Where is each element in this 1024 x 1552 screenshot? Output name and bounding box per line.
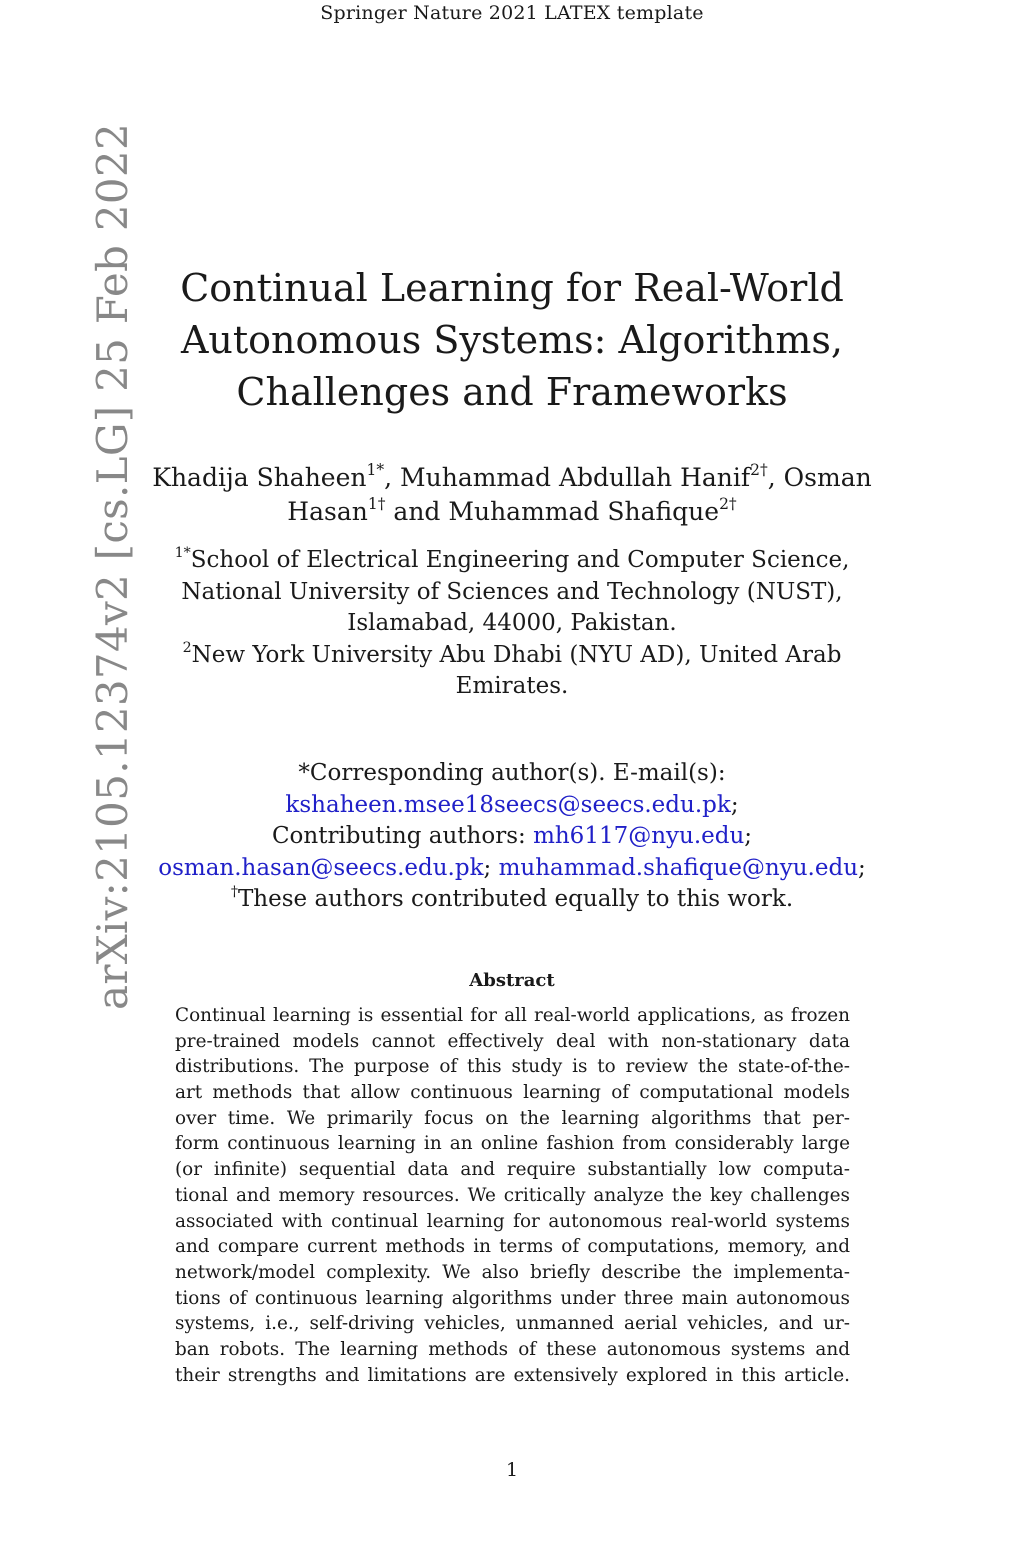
- abstract-line: associated with continual learning for autonomous real-world systems: [175, 1210, 850, 1232]
- affiliation-text: New York University Abu Dhabi (NYU AD), United Arab: [191, 641, 842, 668]
- affiliation-marker: 2: [182, 639, 192, 656]
- abstract-body: [175, 1003, 850, 1388]
- author-name: Hasan: [287, 497, 368, 526]
- abstract-line: art methods that allow continuous learning of computational models: [175, 1082, 850, 1104]
- author-affiliation-marker: 1*: [366, 461, 385, 480]
- abstract-line: Continual learning is essential for all real-world applications, as frozen: [175, 1005, 850, 1026]
- abstract-line: tional and memory resources. We critically analyze the key challenges: [175, 1184, 850, 1206]
- contributing-label: Contributing authors:: [271, 823, 534, 849]
- contact-line: [150, 853, 874, 885]
- corresponding-label: *Corresponding author(s). E-mail(s):: [298, 760, 726, 786]
- abstract-line: ban robots. The learning methods of these autonomous systems and: [175, 1338, 850, 1360]
- author-line: [130, 461, 894, 495]
- arxiv-identifier-stamp: arXiv:2105.12374v2 [cs.LG] 25 Feb 2022: [88, 123, 137, 1010]
- email-link[interactable]: muhammad.shafique@nyu.edu: [498, 854, 859, 881]
- author-affiliation-marker: 1†: [367, 495, 386, 514]
- author-line: [130, 495, 894, 529]
- contact-line: [150, 790, 874, 822]
- abstract-line: and compare current methods in terms of computations, memory, and: [175, 1236, 850, 1258]
- paper-title: [150, 262, 874, 418]
- title-line: Challenges and Frameworks: [236, 370, 788, 414]
- page-number: 1: [505, 1459, 519, 1481]
- author-affiliation-marker: 2†: [719, 495, 737, 514]
- dagger-marker: †: [230, 883, 238, 900]
- equal-contribution-note: [150, 884, 874, 916]
- separator: ;: [483, 854, 499, 881]
- separator: ;: [858, 854, 866, 881]
- separator: ;: [730, 791, 739, 818]
- author-name: , Osman: [767, 463, 872, 492]
- affiliation-line: [150, 545, 874, 577]
- separator: ;: [744, 823, 753, 849]
- affiliation-marker: 1*: [174, 544, 191, 561]
- abstract-line: distributions. The purpose of this study is to review the state-of-the-: [175, 1056, 850, 1078]
- abstract-line: over time. We primarily focus on the learning algorithms that per-: [175, 1107, 850, 1129]
- abstract-line: tions of continuous learning algorithms under three main autonomous: [175, 1287, 850, 1309]
- title-line: Autonomous Systems: Algorithms,: [180, 318, 844, 362]
- running-header: Springer Nature 2021 LATEX template: [320, 2, 704, 24]
- equal-contribution-text: These authors contributed equally to this work.: [237, 886, 794, 912]
- author-name: Khadija Shaheen: [152, 463, 367, 492]
- abstract-heading: Abstract: [469, 970, 555, 991]
- abstract-line: pre-trained models cannot effectively deal with non-stationary data: [175, 1030, 850, 1052]
- author-name: , Muhammad Abdullah Hanif: [384, 463, 751, 492]
- corresponding-email-link[interactable]: kshaheen.msee18seecs@seecs.edu.pk: [285, 791, 731, 818]
- affiliation-text: School of Electrical Engineering and Computer Science,: [190, 547, 850, 573]
- abstract-line: network/model complexity. We also briefly describe the implementa-: [175, 1261, 850, 1283]
- affiliation-line: [150, 640, 874, 672]
- affiliations: [150, 545, 874, 703]
- affiliation-line: Islamabad, 44000, Pakistan.: [347, 610, 677, 637]
- author-list: [130, 461, 894, 529]
- abstract-line: systems, i.e., self-driving vehicles, unmanned aerial vehicles, and ur-: [175, 1313, 850, 1335]
- contact-information: [150, 758, 874, 916]
- affiliation-line: National University of Sciences and Technology (NUST),: [181, 578, 843, 605]
- affiliation-line: Emirates.: [455, 673, 569, 700]
- contact-line: [150, 821, 874, 853]
- author-name: and Muhammad Shafique: [385, 497, 720, 526]
- email-link[interactable]: osman.hasan@seecs.edu.pk: [158, 854, 484, 881]
- author-affiliation-marker: 2†: [750, 461, 768, 480]
- abstract-line: their strengths and limitations are extensively explored in this article.: [175, 1364, 850, 1386]
- title-line: Continual Learning for Real-World: [180, 266, 844, 310]
- email-link[interactable]: mh6117@nyu.edu: [533, 823, 745, 849]
- abstract-line: (or infinite) sequential data and require substantially low computa-: [175, 1159, 850, 1181]
- abstract-line: form continuous learning in an online fashion from considerably large: [175, 1133, 850, 1155]
